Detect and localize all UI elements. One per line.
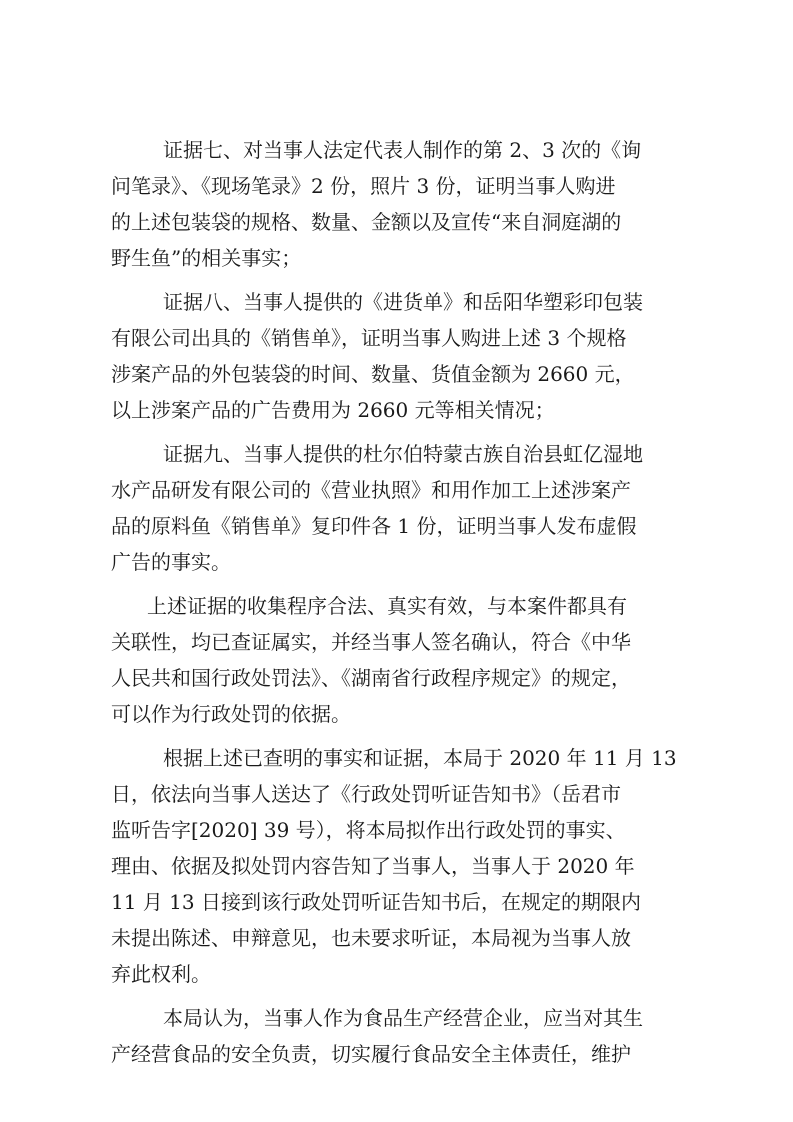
- p3-line-4: 广告的事实。: [111, 550, 231, 574]
- p1-line-2: 问笔录》、《现场笔录》2 份，照片 3 份，证明当事人购进: [111, 174, 616, 198]
- p1-line-4: 野生鱼”的相关事实；: [111, 246, 302, 270]
- p2-line-3: 涉案产品的外包装袋的时间、数量、货值金额为 2660 元，: [111, 362, 635, 386]
- p2-line-4: 以上涉案产品的广告费用为 2660 元等相关情况；: [111, 398, 555, 422]
- p4-line-4: 可以作为行政处罚的依据。: [111, 702, 351, 726]
- p2-line-1: 证据八、当事人提供的《进货单》和岳阳华塑彩印包装: [163, 290, 643, 314]
- p5-line-1: 根据上述已查明的事实和证据，本局于 2020 年 11 月 13: [163, 746, 677, 770]
- p3-line-2: 水产品研发有限公司的《营业执照》和用作加工上述涉案产: [111, 478, 631, 502]
- p6-line-1: 本局认为，当事人作为食品生产经营企业，应当对其生: [163, 1006, 643, 1030]
- p4-line-2: 关联性，均已查证属实，并经当事人签名确认，符合《中华: [111, 630, 631, 654]
- p1-line-3: 的上述包装袋的规格、数量、金额以及宣传“来自洞庭湖的: [111, 210, 622, 234]
- p5-line-6: 未提出陈述、申辩意见，也未要求听证，本局视为当事人放: [111, 926, 631, 950]
- p6-line-2: 产经营食品的安全负责，切实履行食品安全主体责任，维护: [111, 1042, 631, 1066]
- p5-line-7: 弃此权利。: [111, 962, 211, 986]
- p4-line-3: 人民共和国行政处罚法》、《湖南省行政程序规定》的规定，: [111, 666, 631, 690]
- p2-line-2: 有限公司出具的《销售单》，证明当事人购进上述 3 个规格: [111, 326, 627, 350]
- p5-line-5: 11 月 13 日接到该行政处罚听证告知书后，在规定的期限内: [111, 890, 641, 914]
- p3-line-1: 证据九、当事人提供的杜尔伯特蒙古族自治县虹亿湿地: [163, 442, 643, 466]
- p4-line-1: 上述证据的收集程序合法、真实有效，与本案件都具有: [147, 594, 627, 618]
- p5-line-4: 理由、依据及拟处罚内容告知了当事人，当事人于 2020 年: [111, 854, 635, 878]
- p1-line-1: 证据七、对当事人法定代表人制作的第 2、3 次的《询: [163, 138, 642, 162]
- p5-line-2: 日，依法向当事人送达了《行政处罚听证告知书》（岳君市: [111, 782, 621, 806]
- p3-line-3: 品的原料鱼《销售单》复印件各 1 份，证明当事人发布虚假: [111, 514, 637, 538]
- p5-line-3: 监听告字[2020] 39 号），将本局拟作出行政处罚的事实、: [111, 818, 626, 842]
